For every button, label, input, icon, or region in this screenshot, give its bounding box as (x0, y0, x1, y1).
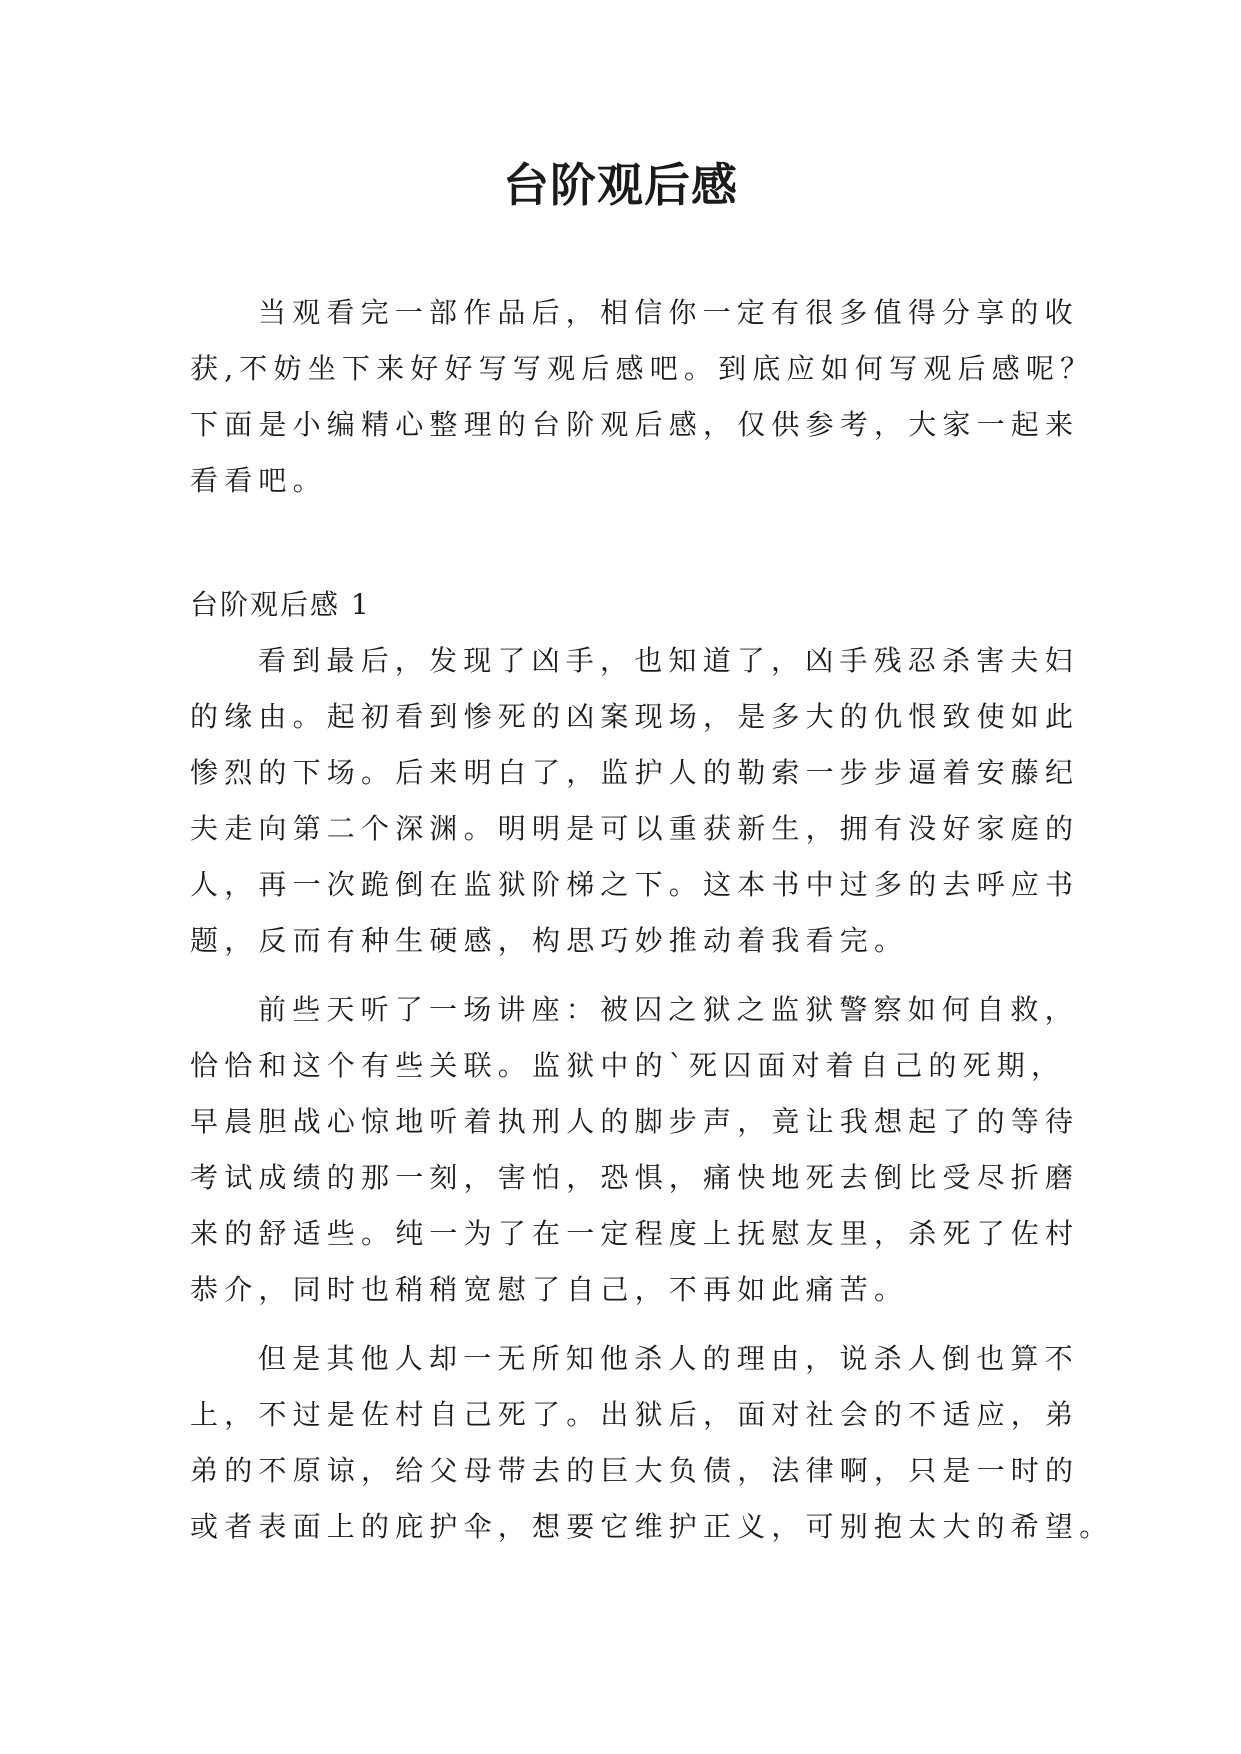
paragraph2-line-6: 恭介，同时也稍稍宽慰了自己，不再如此痛苦。 (190, 1273, 909, 1306)
paragraph1-line-2: 的缘由。起初看到惨死的凶案现场，是多大的仇恨致使如此 (190, 700, 1080, 733)
paragraph1-line-4: 夫走向第二个深渊。明明是可以重获新生，拥有没好家庭的 (190, 812, 1080, 845)
paragraph1-line-5: 人，再一次跪倒在监狱阶梯之下。这本书中过多的去呼应书 (190, 868, 1080, 901)
paragraph2-line-5: 来的舒适些。纯一为了在一定程度上抚慰友里，杀死了佐村 (190, 1217, 1080, 1250)
paragraph2-line-1: 前些天听了一场讲座：被囚之狱之监狱警察如何自救， (258, 993, 1079, 1026)
paragraph1-line-6: 题，反而有种生硬感，构思巧妙推动着我看完。 (190, 924, 909, 957)
document-title: 台阶观后感 (503, 158, 738, 212)
section-heading: 台阶观后感 1 (190, 588, 371, 621)
paragraph2-line-2: 恰恰和这个有些关联。监狱中的`死囚面对着自己的死期， (190, 1049, 1066, 1082)
paragraph1-line-1: 看到最后，发现了凶手，也知道了，凶手残忍杀害夫妇 (258, 644, 1079, 677)
paragraph3-line-2: 上，不过是佐村自己死了。出狱后，面对社会的不适应，弟 (190, 1398, 1080, 1431)
paragraph3-line-4: 或者表面上的庇护伞，想要它维护正义，可别抱太大的希望。 (190, 1510, 1114, 1543)
paragraph3-line-3: 弟的不原谅，给父母带去的巨大负债，法律啊，只是一时的 (190, 1454, 1080, 1487)
intro-line-1: 当观看完一部作品后，相信你一定有很多值得分享的收 (258, 296, 1079, 329)
paragraph2-line-3: 早晨胆战心惊地听着执刑人的脚步声，竟让我想起了的等待 (190, 1105, 1080, 1138)
paragraph1-line-3: 惨烈的下场。后来明白了，监护人的勒索一步步逼着安藤纪 (190, 756, 1080, 789)
paragraph2-line-4: 考试成绩的那一刻，害怕，恐惧，痛快地死去倒比受尽折磨 (190, 1161, 1080, 1194)
intro-line-4: 看看吧。 (190, 464, 327, 497)
paragraph3-line-1: 但是其他人却一无所知他杀人的理由，说杀人倒也算不 (258, 1342, 1079, 1375)
intro-line-3: 下面是小编精心整理的台阶观后感，仅供参考，大家一起来 (190, 408, 1080, 441)
intro-line-2: 获,不妨坐下来好好写写观后感吧。到底应如何写观后感呢？ (190, 352, 1095, 385)
